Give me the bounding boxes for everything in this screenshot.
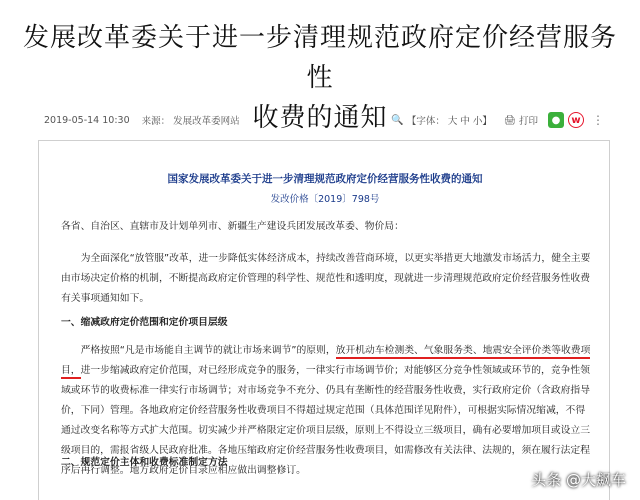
watermark-text: 头条 @大飙车 (531, 471, 626, 489)
addressees: 各省、自治区、直辖市及计划单列市、新疆生产建设兵团发展改革委、物价局： (61, 221, 404, 232)
section2-heading: 二、规范定价主体和收费标准制定方法 (61, 457, 228, 468)
font-size-small-button[interactable]: 小】 (472, 116, 492, 127)
wechat-icon[interactable]: ● (548, 112, 564, 128)
font-size-control (391, 113, 492, 127)
font-size-medium-button[interactable]: 中 (460, 116, 470, 127)
article-title-line1: 发展改革委关于进一步清理规范政府定价经营服务性 (22, 23, 617, 93)
font-label: 【字体： (406, 116, 445, 127)
notice-title: 国家发展改革委关于进一步清理规范政府定价经营服务性收费的通知 (167, 173, 483, 185)
weibo-icon[interactable]: w (568, 112, 584, 128)
intro-paragraph: 为全面深化“放管服”改革，进一步降低实体经济成本，持续改善营商环境，以更实举措更大地激发市场活力，健全主要由市场决定价格的机制，不断提高政府定价管理的科学性、规范性和透明度，现就进一步清理规范政府定价经营服务性收费有关事项通知如下。 (61, 253, 591, 304)
section1-text-before: 严格按照“凡是市场能自主调节的就让市场来调节”的原则， (80, 345, 336, 356)
article-source: 来源： 发展改革委网站 (141, 116, 240, 127)
article-title-line2: 收费的通知 (252, 103, 388, 133)
article-meta (44, 110, 604, 130)
section1-heading: 一、缩减政府定价范围和定价项目层级 (61, 317, 228, 328)
section1-text-after: 进一步缩减政府定价范围，对已经形成竞争的服务，一律实行市场调节价；对能够区分竞争性领域或环节的，竞争性领域或环节的收费标准一律实行市场调节；对市场竞争不充分、仍具有垄断性的经营服务性收费，实行政府定价（含政府指导价，下同）管理。各地政府定价经营服务性收费项目不得超过规定范围（具体范围详见附件），可根据实际情况缩减，不得通过改变名称等方式扩大范围。切实减少并严格限定定价项目层级，原则上不得设立三级项目，确有必要增加项目或设立三级项目的，需报省级人民政府批准。各地压缩政府定价经营服务性收费项目，如需修改有关法律、法规的，须在履行法定程序后再行调整。地方政府定价目录应相应做出调整修订。 (61, 365, 591, 476)
more-icon[interactable]: ⋮ (592, 113, 604, 127)
publish-date: 2019-05-14 10:30 (44, 114, 130, 126)
font-size-large-button[interactable]: 大 (447, 116, 458, 127)
print-label: 打印 (518, 116, 538, 127)
document-image (38, 140, 610, 500)
section1-highlight: 放开机动车检测类、气象服务类、地震安全评价类等收费项目， (61, 345, 590, 379)
doc-number: 发改价格〔2019〕798号 (270, 194, 380, 205)
printer-icon: 🖨 (503, 114, 516, 126)
print-button[interactable] (504, 113, 538, 127)
watermark (531, 469, 626, 490)
article-toolbar (391, 112, 604, 128)
search-icon: 🔍 (391, 114, 404, 126)
